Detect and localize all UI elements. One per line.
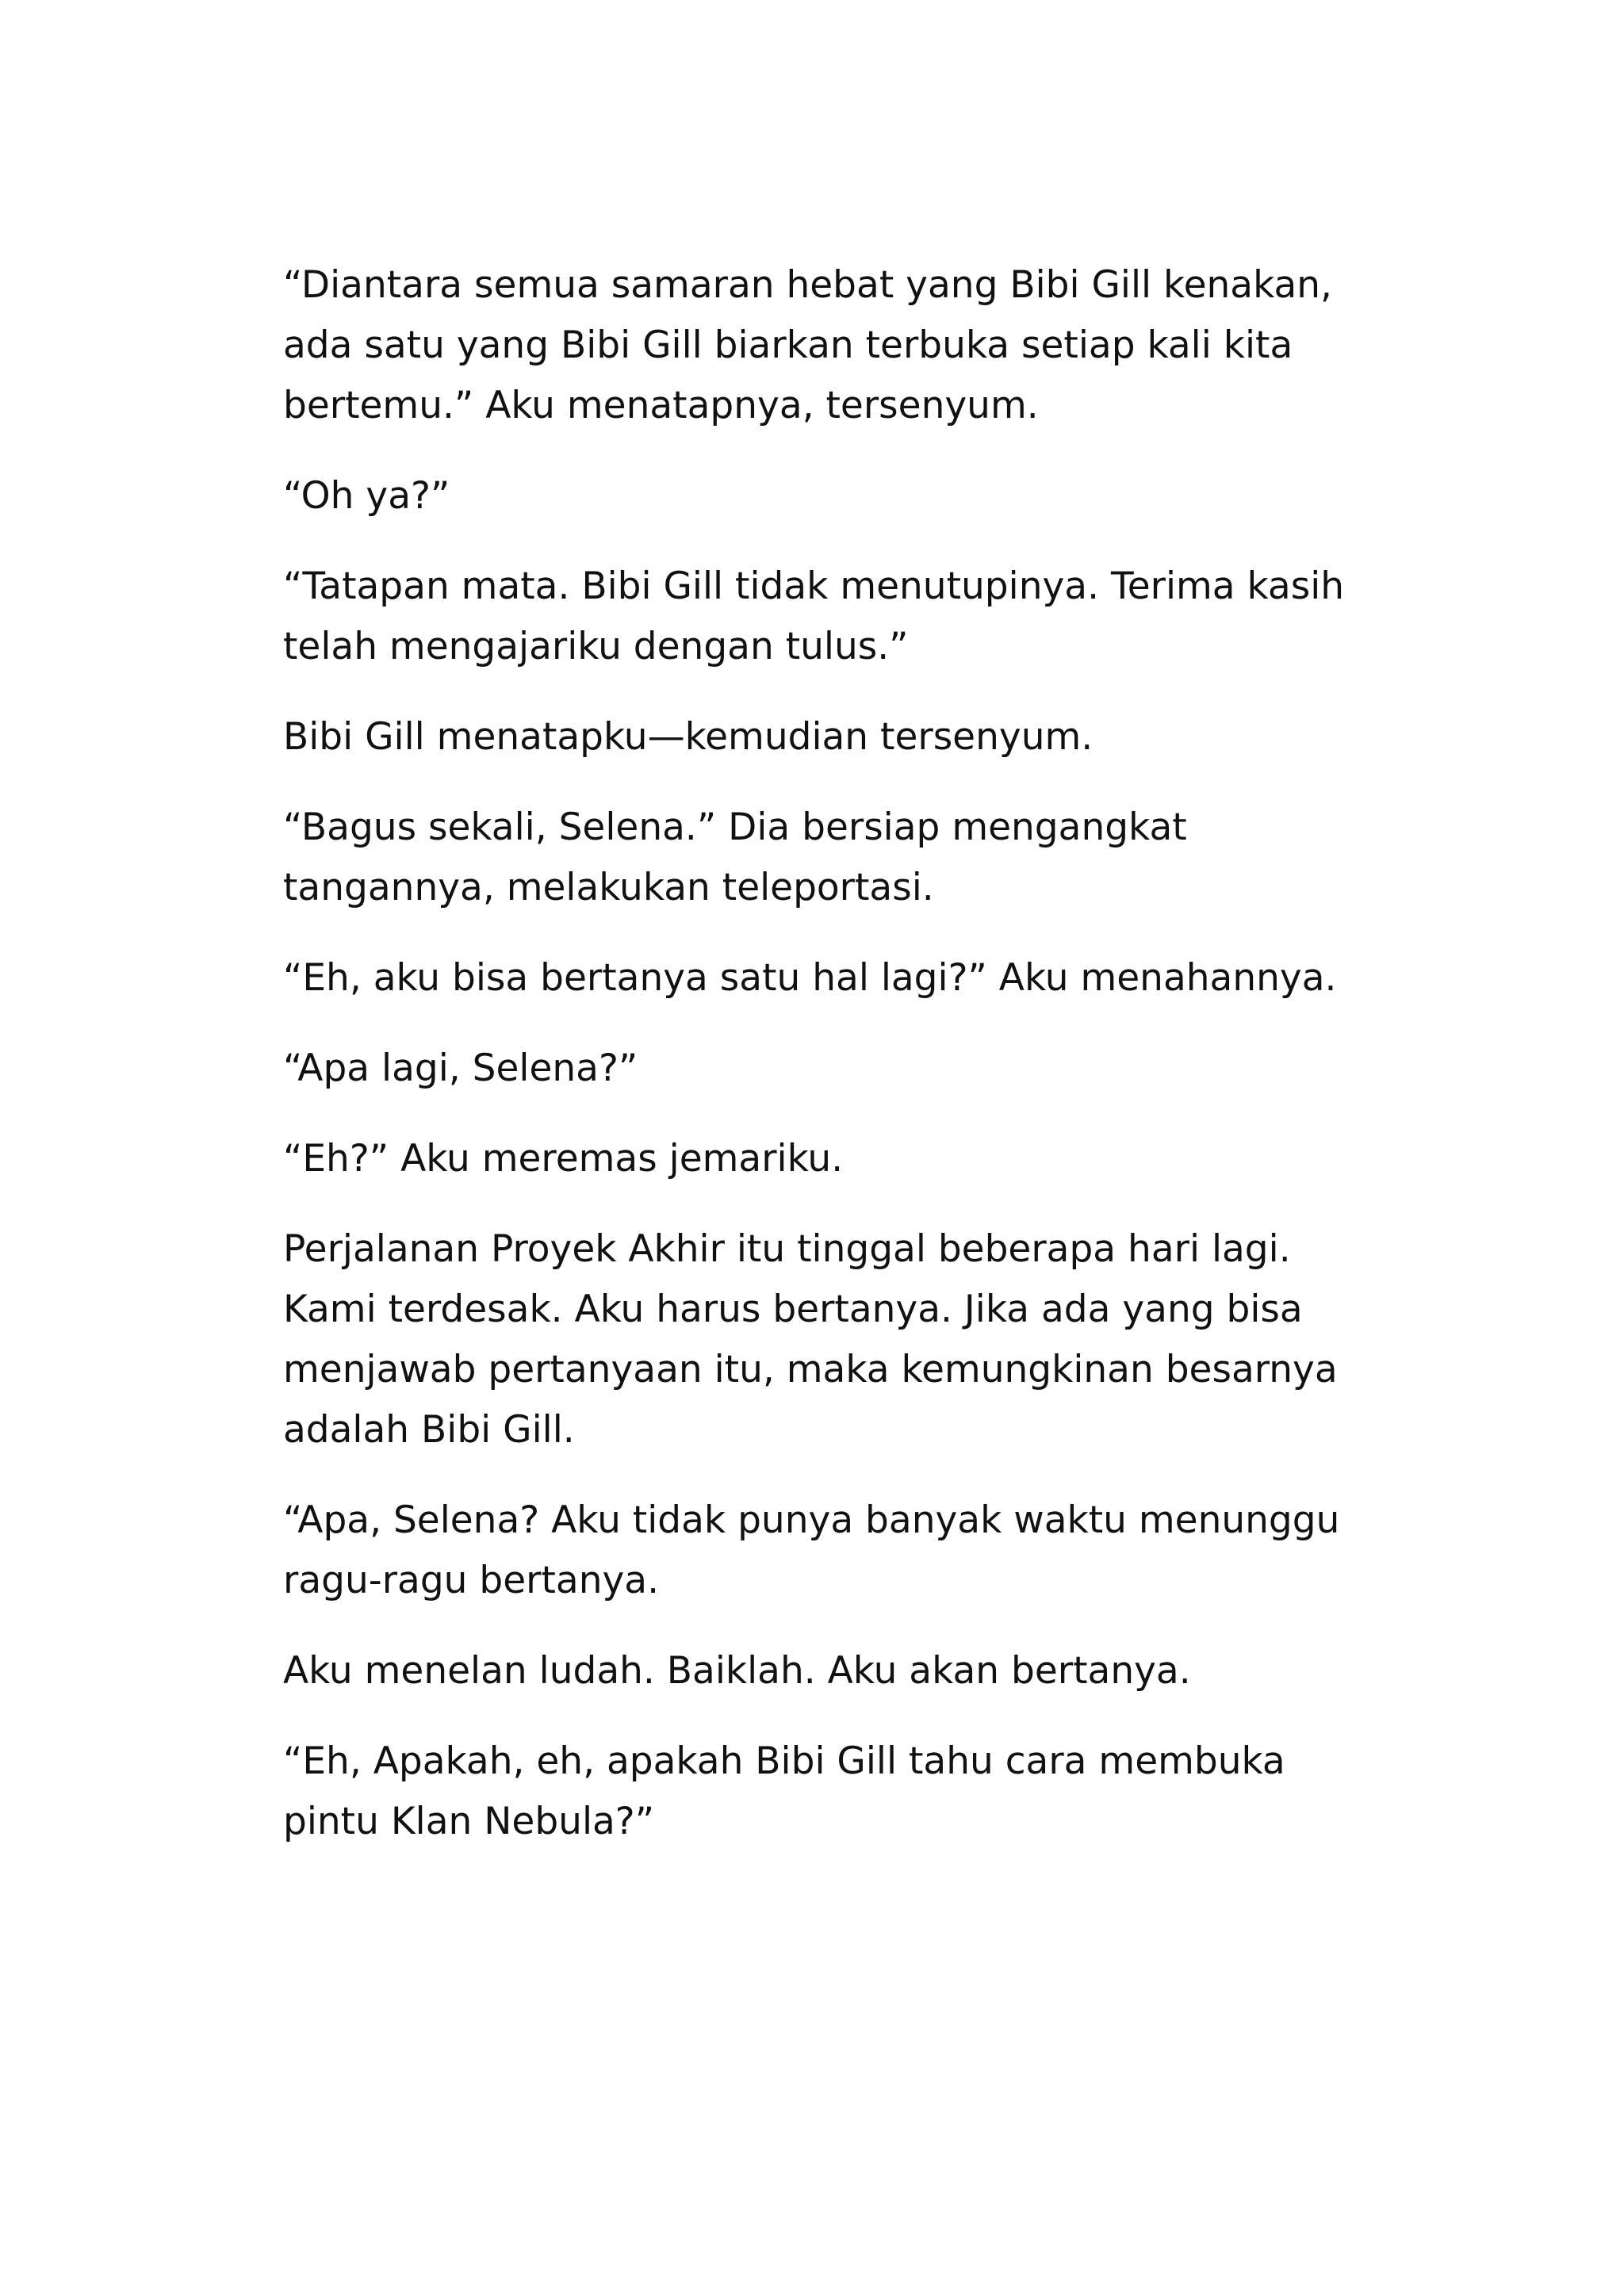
- paragraph: “Tatapan mata. Bibi Gill tidak menutupinya. Terima kasih telah mengajariku dengan tulus.”: [283, 564, 1345, 668]
- body-text: [283, 255, 1362, 1882]
- paragraph: “Bagus sekali, Selena.” Dia bersiap mengangkat tangannya, melakukan teleportasi.: [283, 806, 1187, 909]
- paragraph: Perjalanan Proyek Akhir itu tinggal beberapa hari lagi. Kami terdesak. Aku harus bertanya. Jika ada yang bisa menjawab pertanyaan itu, maka kemungkinan besarnya adalah Bibi Gill.: [283, 1227, 1338, 1452]
- paragraph: Aku menelan ludah. Baiklah. Aku akan bertanya.: [283, 1649, 1191, 1693]
- paragraph: “Eh?” Aku meremas jemariku.: [283, 1137, 844, 1181]
- paragraph: “Eh, aku bisa bertanya satu hal lagi?” Aku menahannya.: [283, 956, 1337, 1000]
- paragraph: “Apa, Selena? Aku tidak punya banyak waktu menunggu ragu-ragu bertanya.: [283, 1498, 1340, 1602]
- paragraph: “Oh ya?”: [283, 474, 450, 518]
- paragraph: “Diantara semua samaran hebat yang Bibi Gill kenakan, ada satu yang Bibi Gill biarkan terbuka setiap kali kita bertemu.” Aku menatapnya, tersenyum.: [283, 263, 1332, 427]
- paragraph: Bibi Gill menatapku—kemudian tersenyum.: [283, 715, 1094, 759]
- paragraph: “Apa lagi, Selena?”: [283, 1047, 638, 1090]
- paragraph: “Eh, Apakah, eh, apakah Bibi Gill tahu cara membuka pintu Klan Nebula?”: [283, 1739, 1285, 1843]
